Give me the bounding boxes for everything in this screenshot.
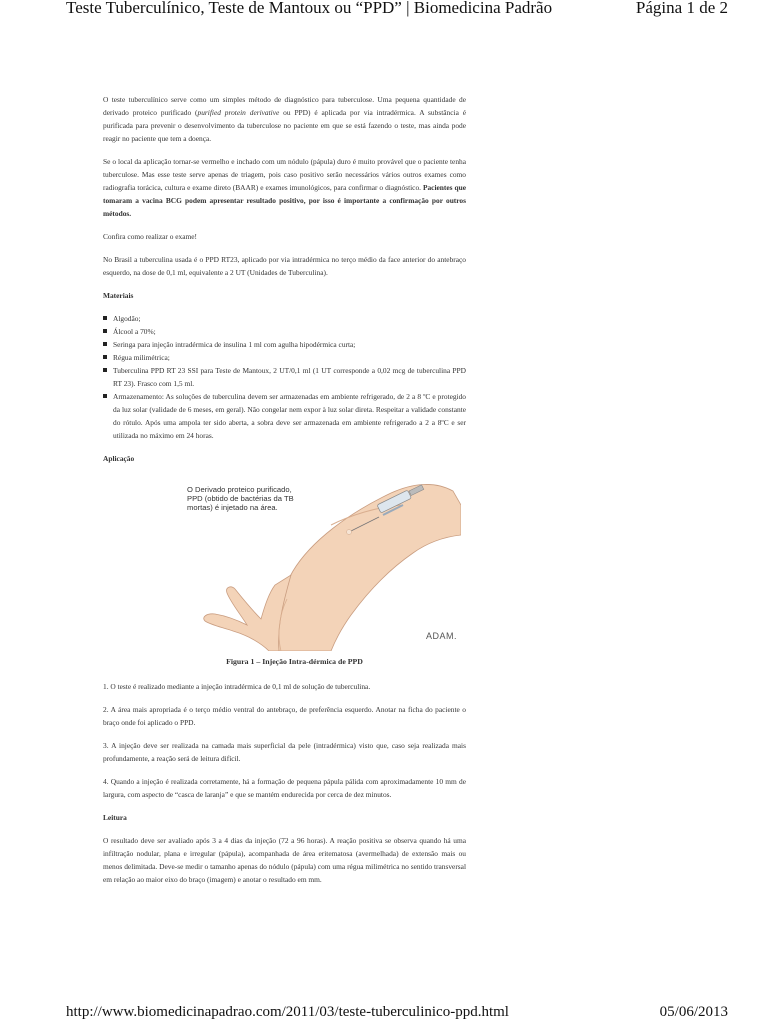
list-item-text: Régua milimétrica; (113, 353, 170, 362)
step-paragraph: 1. O teste é realizado mediante a injeção intradérmica de 0,1 ml de solução de tuberculina. (103, 682, 371, 691)
article-body (103, 93, 466, 896)
list-item (103, 312, 466, 325)
figure-caption: Figura 1 – Injeção Intra-dérmica de PPD (226, 657, 363, 666)
list-item-text: Seringa para injeção intradérmica de insulina 1 ml com agulha hipodérmica curta; (113, 340, 356, 349)
bullet-icon (103, 394, 107, 398)
step-paragraph: 4. Quando a injeção é realizada corretamente, há a formação de pequena pápula pálida com aproximadamente 10 mm de largura, com aspecto de “casca de laranja” e que se mantém endurecida por cerca de dez minutos. (103, 777, 466, 799)
intro-text-b: ou PPD) é aplicada por via intradérmica. A substância é purificada para prevenir o desenvolvimento da tuberculose no paciente em que se está fazendo o teste, mas ainda pode reagir no paciente que tem a doença. (103, 108, 466, 143)
confira-paragraph: Confira como realizar o exame! (103, 232, 197, 241)
step-paragraph: 2. A área mais apropriada é o terço médio ventral do antebraço, de preferência esquerdo. Anotar na ficha do paciente o braço onde foi aplicado o PPD. (103, 705, 466, 727)
list-item (103, 351, 466, 364)
list-item-text: Tuberculina PPD RT 23 SSI para Teste de Mantoux, 2 UT/0,1 ml (1 UT corresponde a 0,02 mcg de tuberculina PPD RT 23). Frasco com 1,5 ml. (113, 366, 466, 388)
materials-heading: Materiais (103, 291, 134, 300)
footer-date: 05/06/2013 (659, 1004, 728, 1020)
bcg-warning-text: Pacientes que tomaram a vacina BCG podem apresentar resultado positivo, por isso é importante a confirmação por outros métodos. (103, 183, 466, 218)
reading-paragraph: O resultado deve ser avaliado após 3 a 4 dias da injeção (72 a 96 horas). A reação positiva se observa quando há uma infiltração nodular, plana e irregular (pápula), acompanhada de área eritematosa (avermelhada) de extensão mais ou menos delimitada. Deve-se medir o tamanho apenas do nódulo (pápula) com uma régua milimétrica no sentido transversal em relação ao maior eixo do braço (imagem) e anotar o resultado em mm. (103, 836, 466, 884)
intro-text-em: purified protein derivative (197, 108, 280, 117)
materials-list (103, 312, 466, 442)
diagnosis-paragraph (103, 155, 466, 220)
page-number: Página 1 de 2 (635, 0, 728, 17)
figure-label: O Derivado proteico purificado, PPD (obtido de bactérias da TB mortas) é injetado na área. (187, 485, 294, 512)
list-item (103, 390, 466, 442)
forearm-shape (269, 484, 461, 651)
bullet-icon (103, 355, 107, 359)
hand-shape (204, 575, 291, 651)
list-item-text: Armazenamento: As soluções de tuberculina devem ser armazenadas em ambiente refrigerado, de 2 a 8 ºC e protegido da luz solar (validade de 6 meses, em geral). Não congelar nem expor à luz solar direta. Respeitar a validade constante do rótulo. Após uma ampola ter sido aberta, a sobra deve ser armazenada em ambiente refrigerado a 2 a 8ºC e ser utilizada no máximo em 24 horas. (113, 392, 466, 440)
injection-figure (181, 475, 461, 651)
list-item-text: Álcool a 70%; (113, 327, 156, 336)
diagnosis-text: Se o local da aplicação tornar-se vermelho e inchado com um nódulo (pápula) duro é muito provável que o paciente tenha tuberculose. Mas esse teste serve apenas de triagem, pois caso positivo serão necessários vários outros exames como radiografia torácica, cultura e exame direto (BAAR) e exames imunológicos, para confirmar o diagnóstico. (103, 157, 466, 192)
intro-text-a: O teste tuberculínico serve como um simples método de diagnóstico para tuberculose. Uma pequena quantidade de derivado proteico purificado ( (103, 95, 466, 117)
footer-url: http://www.biomedicinapadrao.com/2011/03/teste-tuberculinico-ppd.html (66, 1004, 509, 1020)
bullet-icon (103, 329, 107, 333)
step-paragraph: 3. A injeção deve ser realizada na camada mais superficial da pele (intradérmica) visto que, caso seja realizada mais profundamente, a reação será de leitura difícil. (103, 741, 466, 763)
papule-mark (347, 530, 352, 535)
list-item (103, 338, 466, 351)
list-item (103, 364, 466, 390)
reading-heading: Leitura (103, 813, 127, 822)
bullet-icon (103, 342, 107, 346)
bullet-icon (103, 368, 107, 372)
intro-paragraph (103, 93, 466, 145)
brazil-paragraph: No Brasil a tuberculina usada é o PPD RT23, aplicado por via intradérmica no terço médio da face anterior do antebraço esquerdo, na dose de 0,1 ml, equivalente a 2 UT (Unidades de Tuberculina). (103, 255, 466, 277)
adam-logo: ADAM. (425, 631, 457, 641)
bullet-icon (103, 316, 107, 320)
page-header-title: Teste Tuberculínico, Teste de Mantoux ou “PPD” | Biomedicina Padrão (66, 0, 553, 17)
list-item-text: Algodão; (113, 314, 141, 323)
list-item (103, 325, 466, 338)
application-heading: Aplicação (103, 454, 135, 463)
